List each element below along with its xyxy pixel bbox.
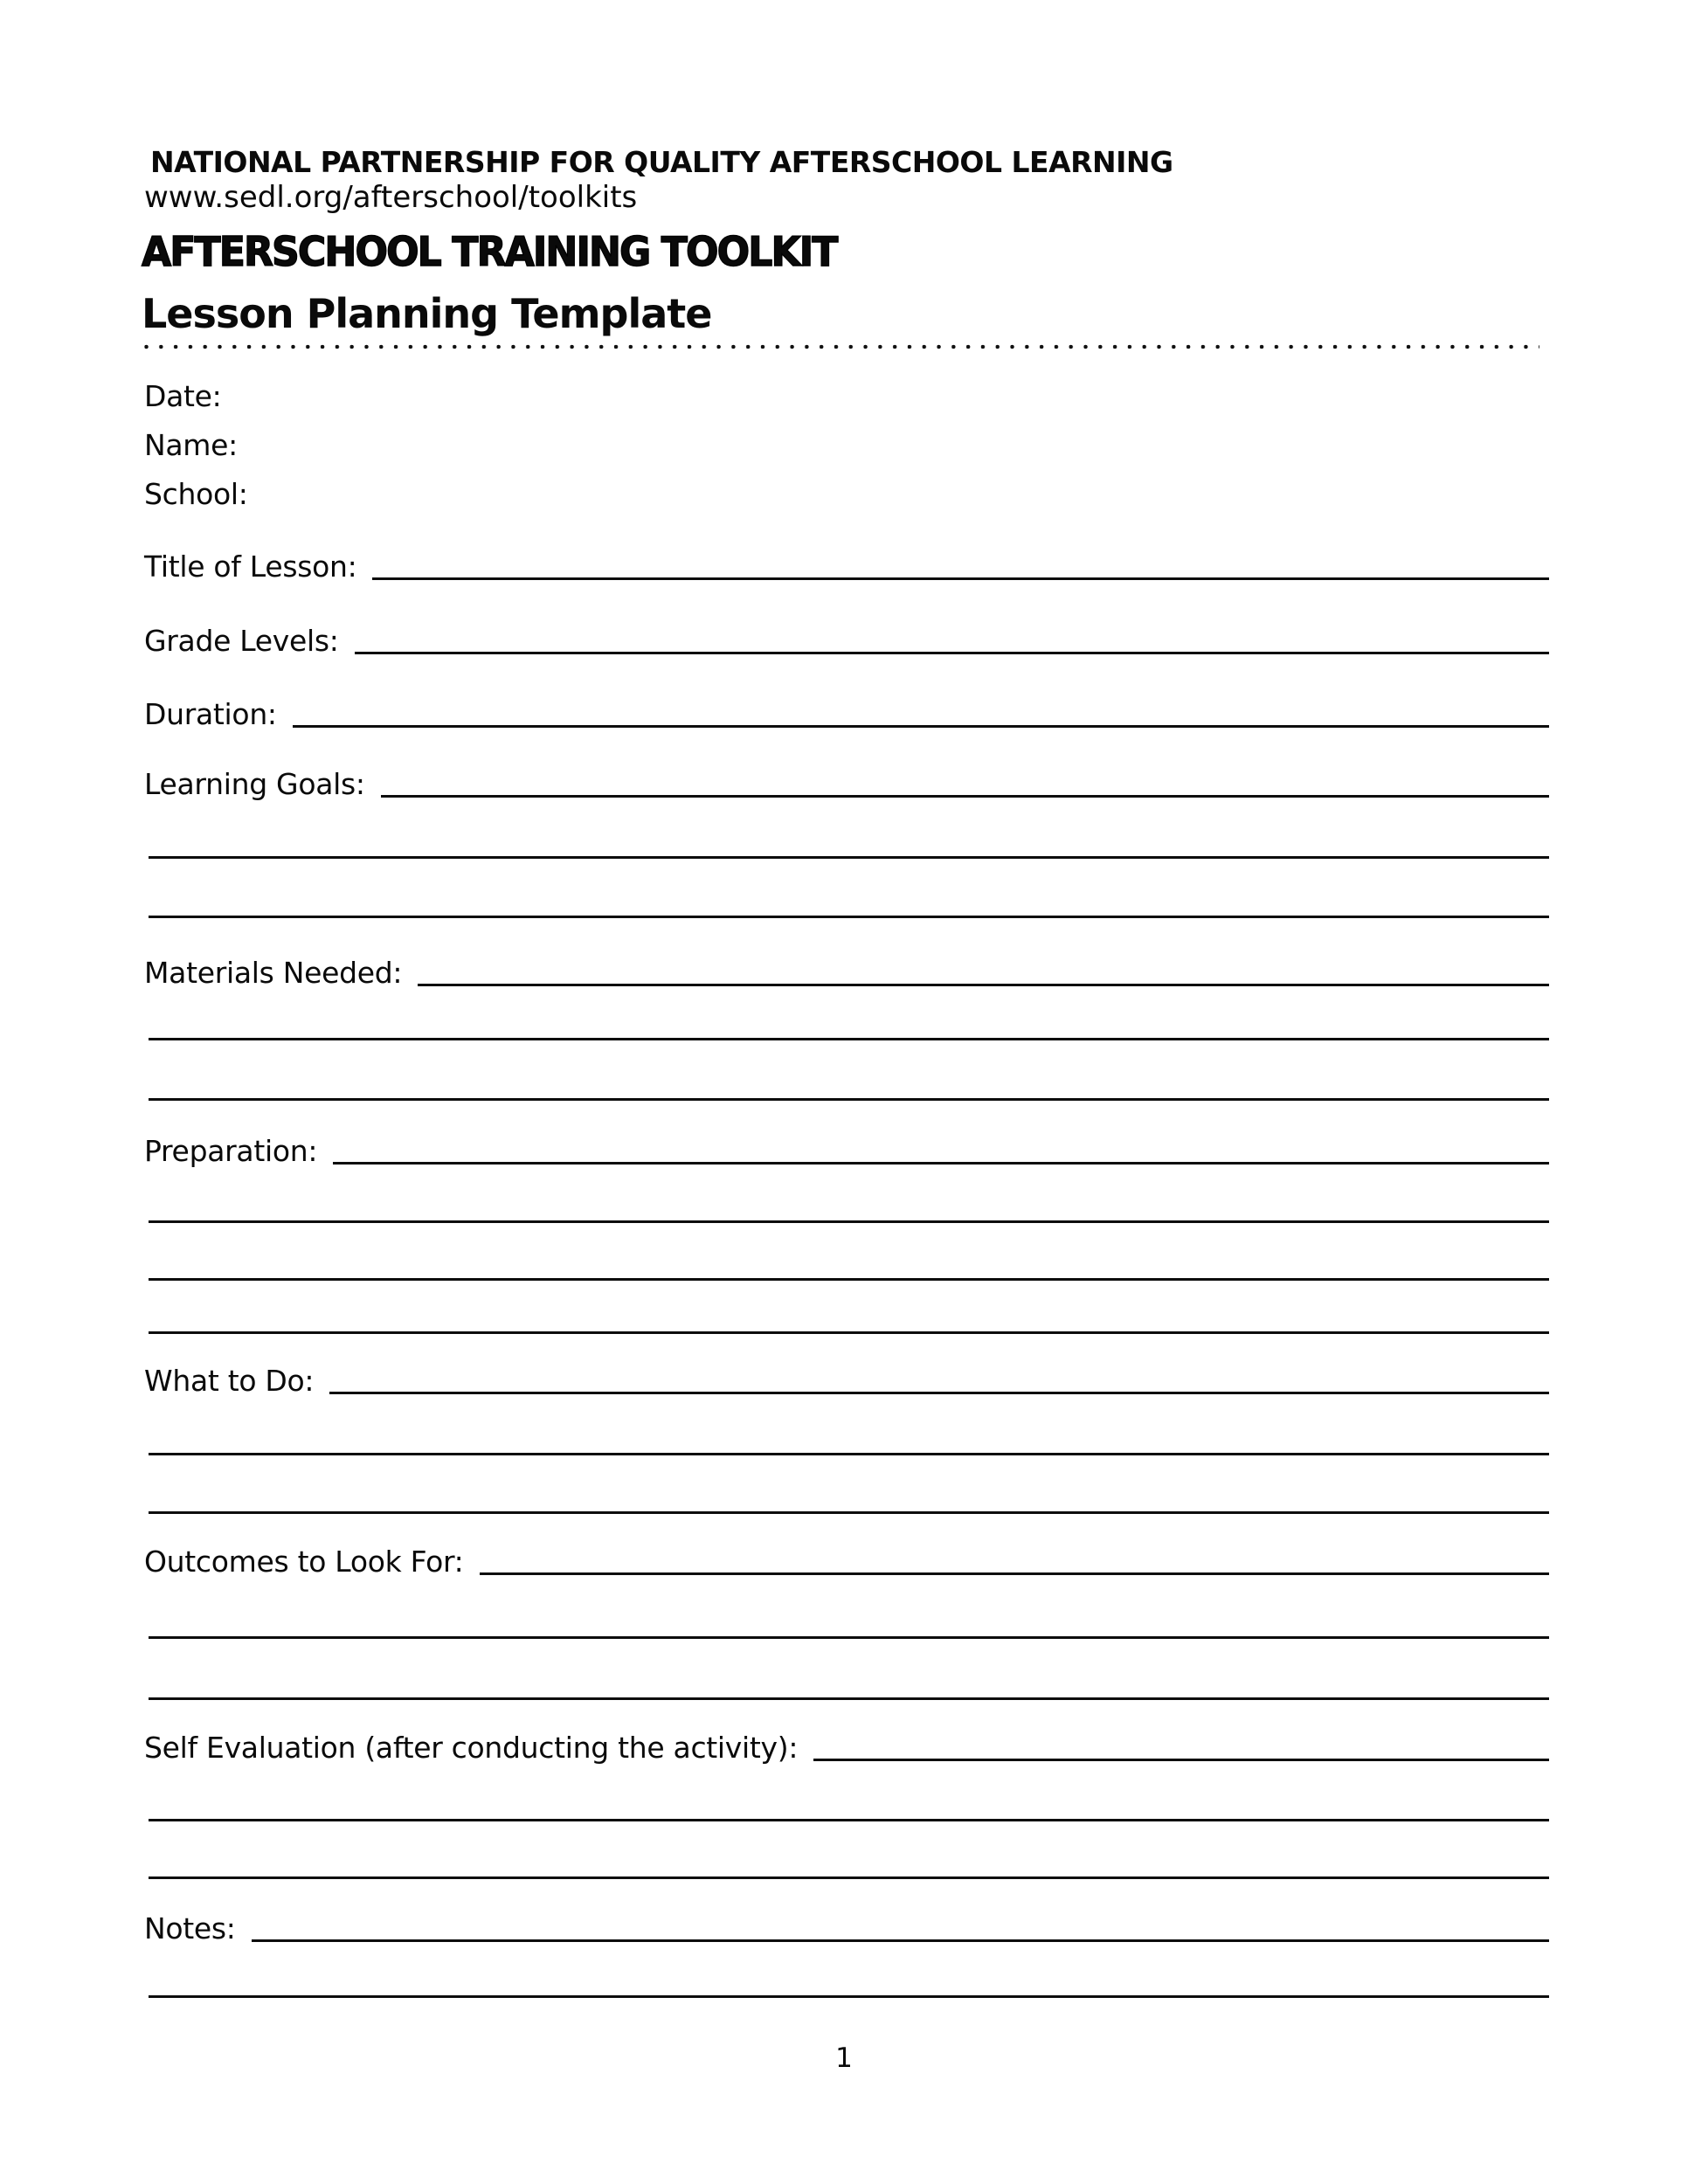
field-continuation-line-notes-1[interactable] — [149, 1995, 1549, 1998]
field-row-date — [144, 378, 1549, 415]
field-row-duration — [144, 696, 1549, 733]
field-label-date: Date: — [144, 379, 222, 413]
field-line-notes[interactable] — [252, 1908, 1549, 1942]
document-title: Lesson Planning Template — [142, 290, 712, 337]
field-continuation-line-outcomes_to_look_for-2[interactable] — [149, 1697, 1549, 1700]
field-line-title_of_lesson[interactable] — [372, 546, 1549, 580]
field-label-materials_needed: Materials Needed: — [144, 956, 403, 990]
field-label-learning_goals: Learning Goals: — [144, 767, 365, 801]
field-label-title_of_lesson: Title of Lesson: — [144, 549, 357, 584]
field-line-materials_needed[interactable] — [418, 952, 1549, 986]
field-row-what_to_do — [144, 1363, 1549, 1400]
page-number: 1 — [835, 2042, 853, 2074]
field-label-grade_levels: Grade Levels: — [144, 624, 339, 658]
field-continuation-line-learning_goals-1[interactable] — [149, 856, 1549, 859]
field-row-preparation — [144, 1133, 1549, 1170]
field-label-outcomes_to_look_for: Outcomes to Look For: — [144, 1545, 464, 1579]
field-continuation-line-learning_goals-2[interactable] — [149, 916, 1549, 918]
org-name: NATIONAL PARTNERSHIP FOR QUALITY AFTERSCHOOL LEARNING — [150, 145, 1173, 179]
org-url: www.sedl.org/afterschool/toolkits — [144, 180, 638, 215]
field-label-school: School: — [144, 477, 248, 511]
field-continuation-line-preparation-1[interactable] — [149, 1220, 1549, 1223]
field-label-name: Name: — [144, 428, 238, 462]
field-label-what_to_do: What to Do: — [144, 1364, 315, 1398]
field-line-outcomes_to_look_for[interactable] — [480, 1541, 1550, 1575]
field-row-notes — [144, 1911, 1549, 1947]
field-row-self_evaluation — [144, 1730, 1549, 1766]
field-label-preparation: Preparation: — [144, 1134, 318, 1168]
dotted-divider — [144, 344, 1539, 349]
field-continuation-line-outcomes_to_look_for-1[interactable] — [149, 1636, 1549, 1639]
field-row-grade_levels — [144, 623, 1549, 660]
field-line-learning_goals[interactable] — [381, 764, 1549, 798]
field-row-outcomes_to_look_for — [144, 1544, 1549, 1580]
field-label-duration: Duration: — [144, 697, 277, 731]
field-row-name — [144, 427, 1549, 464]
field-continuation-line-materials_needed-2[interactable] — [149, 1098, 1549, 1101]
field-row-school — [144, 476, 1549, 513]
field-label-self_evaluation: Self Evaluation (after conducting the activity): — [144, 1731, 799, 1765]
field-line-what_to_do[interactable] — [329, 1360, 1549, 1394]
field-continuation-line-preparation-2[interactable] — [149, 1278, 1549, 1281]
field-line-self_evaluation[interactable] — [813, 1727, 1549, 1761]
field-continuation-line-self_evaluation-2[interactable] — [149, 1876, 1549, 1879]
field-continuation-line-preparation-3[interactable] — [149, 1331, 1549, 1334]
field-row-title_of_lesson — [144, 549, 1549, 585]
field-line-preparation[interactable] — [333, 1130, 1549, 1165]
field-continuation-line-materials_needed-1[interactable] — [149, 1038, 1549, 1040]
field-continuation-line-self_evaluation-1[interactable] — [149, 1819, 1549, 1821]
field-continuation-line-what_to_do-2[interactable] — [149, 1511, 1549, 1514]
field-line-duration[interactable] — [293, 694, 1549, 728]
toolkit-title: AFTERSCHOOL TRAINING TOOLKIT — [142, 228, 837, 275]
field-row-learning_goals — [144, 766, 1549, 803]
field-row-materials_needed — [144, 955, 1549, 992]
field-line-grade_levels[interactable] — [355, 620, 1549, 654]
field-label-notes: Notes: — [144, 1911, 236, 1946]
field-continuation-line-what_to_do-1[interactable] — [149, 1453, 1549, 1455]
